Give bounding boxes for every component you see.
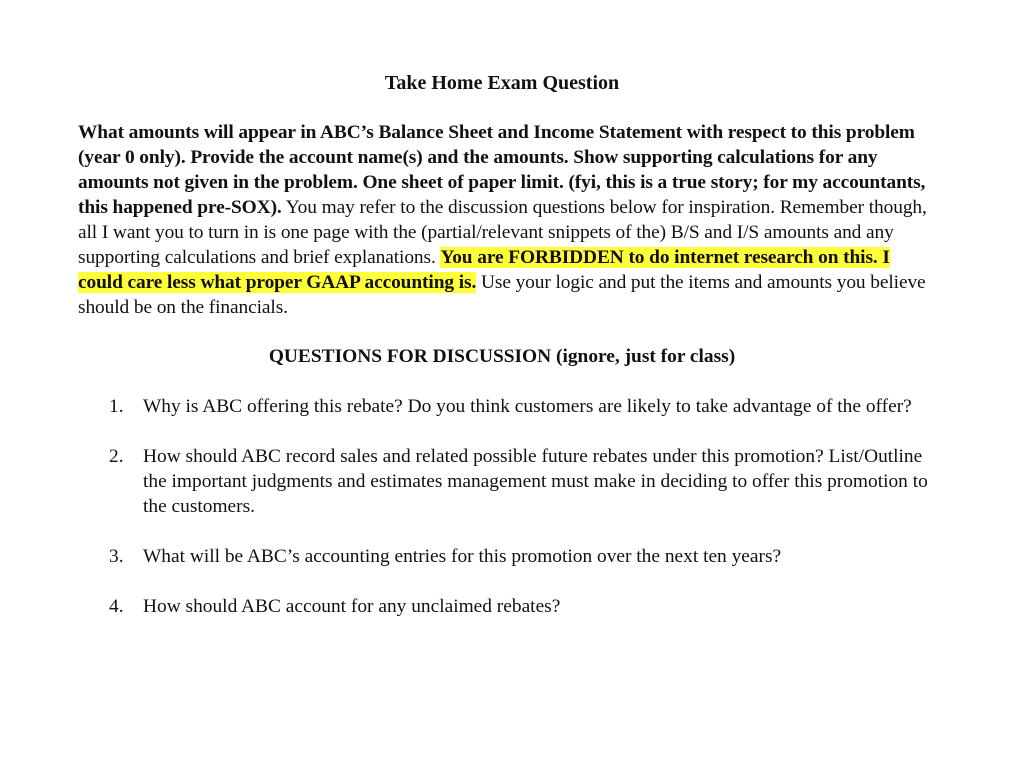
question-text: How should ABC account for any unclaimed rebates? [143, 596, 561, 617]
document-page [78, 70, 928, 644]
question-number: 1. [109, 396, 124, 417]
intro-normal-text: You may refer to the discussion questions below for inspiration. Remember though, all I want you to turn in is one page with the (partial/relevant snippets of the) B/S and I/S amounts and any supporting calculations and brief explanations. [78, 197, 927, 268]
list-item [78, 444, 943, 519]
list-item [78, 544, 943, 569]
discussion-question-list [78, 394, 928, 619]
question-number: 2. [109, 446, 124, 467]
question-text: What will be ABC’s accounting entries for this promotion over the next ten years? [143, 546, 782, 567]
list-item [78, 394, 943, 419]
list-item [78, 594, 943, 619]
question-number: 3. [109, 546, 124, 567]
intro-closing-text: Use your logic and put the items and amounts you believe should be on the financials. [78, 272, 926, 318]
question-text: Why is ABC offering this rebate? Do you think customers are likely to take advantage of the offer? [143, 396, 912, 417]
intro-bold-text: What amounts will appear in ABC’s Balance Sheet and Income Statement with respect to this problem (year 0 only). Provide the account name(s) and the amounts. Show supporting calculations for any amounts not given in the problem. One sheet of paper limit. (fyi, this is a true story; for my accountants, this happened pre-SOX). [78, 122, 926, 218]
question-text: How should ABC record sales and related possible future rebates under this promotion? List/Outline the important judgments and estimates management must make in deciding to offer this promotion to the customers. [143, 446, 928, 517]
intro-highlighted-text: You are FORBIDDEN to do internet research on this. I could care less what proper GAAP accounting is. [78, 247, 890, 293]
document-title: Take Home Exam Question [384, 72, 620, 94]
question-number: 4. [109, 596, 124, 617]
discussion-title: QUESTIONS FOR DISCUSSION (ignore, just for class) [268, 346, 736, 367]
intro-paragraph [78, 120, 928, 320]
